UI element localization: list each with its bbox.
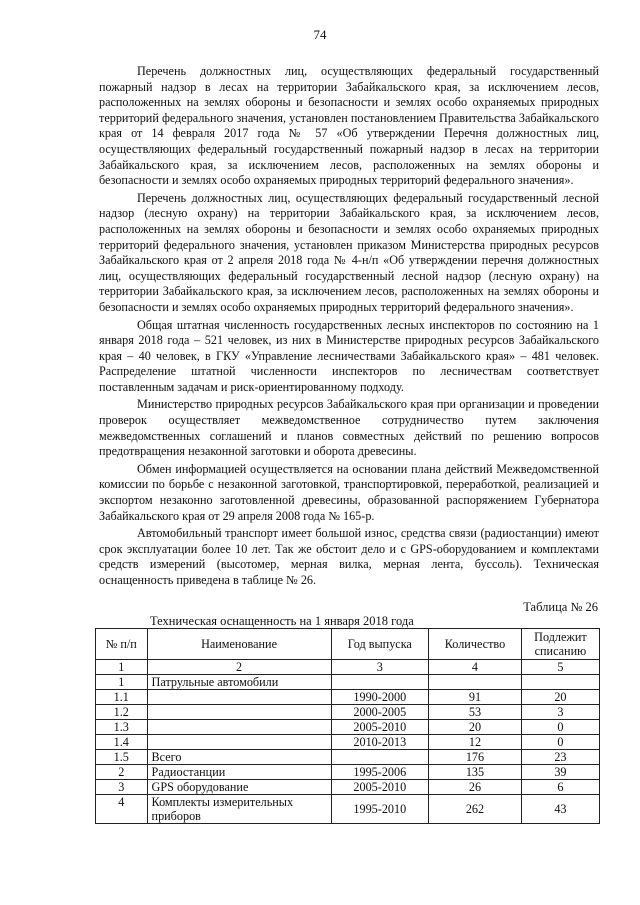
row-number: 1.3 — [96, 720, 148, 735]
row-year: 2005-2010 — [331, 780, 429, 795]
row-decommission — [521, 675, 599, 690]
row-year — [331, 750, 429, 765]
header-name: Наименование — [147, 629, 331, 660]
row-quantity — [429, 675, 522, 690]
table-row — [96, 750, 600, 765]
paragraph-information-exchange: Обмен информацией осуществляется на основании плана действий Межведомственной комиссии по борьбе с незаконной заготовкой, транспортировкой, переработкой, реализацией и экспортом незаконно заготовленной древесины, образованной распоряжением Губернатора Забайкальского края от 29 апреля 2008 года № 165-р. — [99, 461, 599, 523]
table-label: Таблица № 26 — [523, 600, 598, 614]
row-name — [147, 690, 331, 705]
paragraph-fire-supervision: Перечень должностных лиц, осуществляющих федеральный государственный пожарный надзор в лесах на территории Забайкальского края, за исключением лесов, расположенных на землях обороны и безопасности и землях особо охраняемых природных территорий федерального значения, установлен постановлением Правительства Забайкальского края от 14 февраля 2017 года № 57 «Об утверждении Перечня должностных лиц, осуществляющих федеральный государственный пожарный надзор в лесах на территории Забайкальского края, за исключением лесов, расположенных на землях обороны и безопасности и землях особо охраняемых природных территорий федерального значения». — [99, 64, 599, 188]
row-year: 2000-2005 — [331, 705, 429, 720]
row-name — [147, 720, 331, 735]
index-cell: 4 — [429, 660, 522, 675]
row-number: 2 — [96, 765, 148, 780]
row-quantity: 20 — [429, 720, 522, 735]
table-row — [96, 780, 600, 795]
row-name: GPS оборудование — [147, 780, 331, 795]
table-row — [96, 795, 600, 824]
row-number: 3 — [96, 780, 148, 795]
row-year: 2010-2013 — [331, 735, 429, 750]
index-cell: 1 — [96, 660, 148, 675]
row-decommission: 3 — [521, 705, 599, 720]
row-decommission: 23 — [521, 750, 599, 765]
paragraph-interagency: Министерство природных ресурсов Забайкальского края при организации и проведении проверок осуществляет межведомственное сотрудничество путем заключения межведомственных соглашений и планов совместных действий по решению вопросов предотвращения незаконной заготовки и оборота древесины. — [99, 397, 599, 459]
paragraph-forest-supervision: Перечень должностных лиц, осуществляющих федеральный государственный лесной надзор (лесную охрану) на территории Забайкальского края, за исключением лесов, расположенных на землях обороны и безопасности и землях особо охраняемых природных территорий федерального значения, установлен приказом Министерства природных ресурсов Забайкальского края от 2 апреля 2018 года № 4-н/п «Об утверждении перечня должностных лиц, осуществляющих федеральный государственный лесной надзор (лесную охрану) на территории Забайкальского края, за исключением лесов, расположенных на землях обороны и безопасности и землях особо охраняемых природных территорий федерального значения». — [99, 190, 599, 314]
row-name: Радиостанции — [147, 765, 331, 780]
row-decommission: 6 — [521, 780, 599, 795]
row-quantity: 53 — [429, 705, 522, 720]
index-cell: 3 — [331, 660, 429, 675]
row-quantity: 26 — [429, 780, 522, 795]
row-quantity: 176 — [429, 750, 522, 765]
row-name — [147, 735, 331, 750]
table-index-row — [96, 660, 600, 675]
table-row — [96, 690, 600, 705]
header-quantity: Количество — [429, 629, 522, 660]
row-number: 1.5 — [96, 750, 148, 765]
paragraph-equipment: Автомобильный транспорт имеет большой износ, средства связи (радиостанции) имеют срок эксплуатации более 10 лет. Так же обстоит дело и с GPS-оборудованием и комплектами средств измерений (высотомер, мерная вилка, мерная лента, буссоль). Техническая оснащенность приведена в таблице № 26. — [99, 526, 599, 587]
row-year — [331, 675, 429, 690]
row-quantity: 135 — [429, 765, 522, 780]
header-decommission: Подлежит списанию — [521, 629, 599, 660]
table-caption: Техническая оснащенность на 1 января 2018 года — [150, 614, 414, 628]
row-number: 1.4 — [96, 735, 148, 750]
table-row — [96, 705, 600, 720]
page-number: 74 — [313, 27, 327, 42]
equipment-table — [95, 628, 600, 824]
row-year: 2005-2010 — [331, 720, 429, 735]
row-number: 1.1 — [96, 690, 148, 705]
row-number: 4 — [96, 795, 148, 824]
paragraph-staff-numbers: Общая штатная численность государственных лесных инспекторов по состоянию на 1 января 2018 года – 521 человек, из них в Министерстве природных ресурсов Забайкальского края – 40 человек, в ГКУ «Управление лесничествами Забайкальского края» – 481 человек. Распределение штатной численности инспекторов по лесничествам соответствует поставленным задачам и риск-ориентированному подходу. — [99, 317, 599, 394]
row-number: 1.2 — [96, 705, 148, 720]
body-text — [99, 64, 599, 591]
table-header-row — [96, 629, 600, 660]
table-row — [96, 765, 600, 780]
row-name: Комплекты измерительных приборов — [147, 795, 331, 824]
row-quantity: 262 — [429, 795, 522, 824]
row-name: Патрульные автомобили — [147, 675, 331, 690]
row-decommission: 0 — [521, 735, 599, 750]
index-cell: 5 — [521, 660, 599, 675]
table-row — [96, 675, 600, 690]
header-year: Год выпуска — [331, 629, 429, 660]
table-row — [96, 720, 600, 735]
row-decommission: 39 — [521, 765, 599, 780]
row-number: 1 — [96, 675, 148, 690]
row-year: 1990-2000 — [331, 690, 429, 705]
row-name: Всего — [147, 750, 331, 765]
header-number: № п/п — [96, 629, 148, 660]
row-name — [147, 705, 331, 720]
row-year: 1995-2006 — [331, 765, 429, 780]
row-year: 1995-2010 — [331, 795, 429, 824]
table-row — [96, 735, 600, 750]
row-decommission: 0 — [521, 720, 599, 735]
row-quantity: 91 — [429, 690, 522, 705]
row-decommission: 20 — [521, 690, 599, 705]
row-decommission: 43 — [521, 795, 599, 824]
row-quantity: 12 — [429, 735, 522, 750]
index-cell: 2 — [147, 660, 331, 675]
